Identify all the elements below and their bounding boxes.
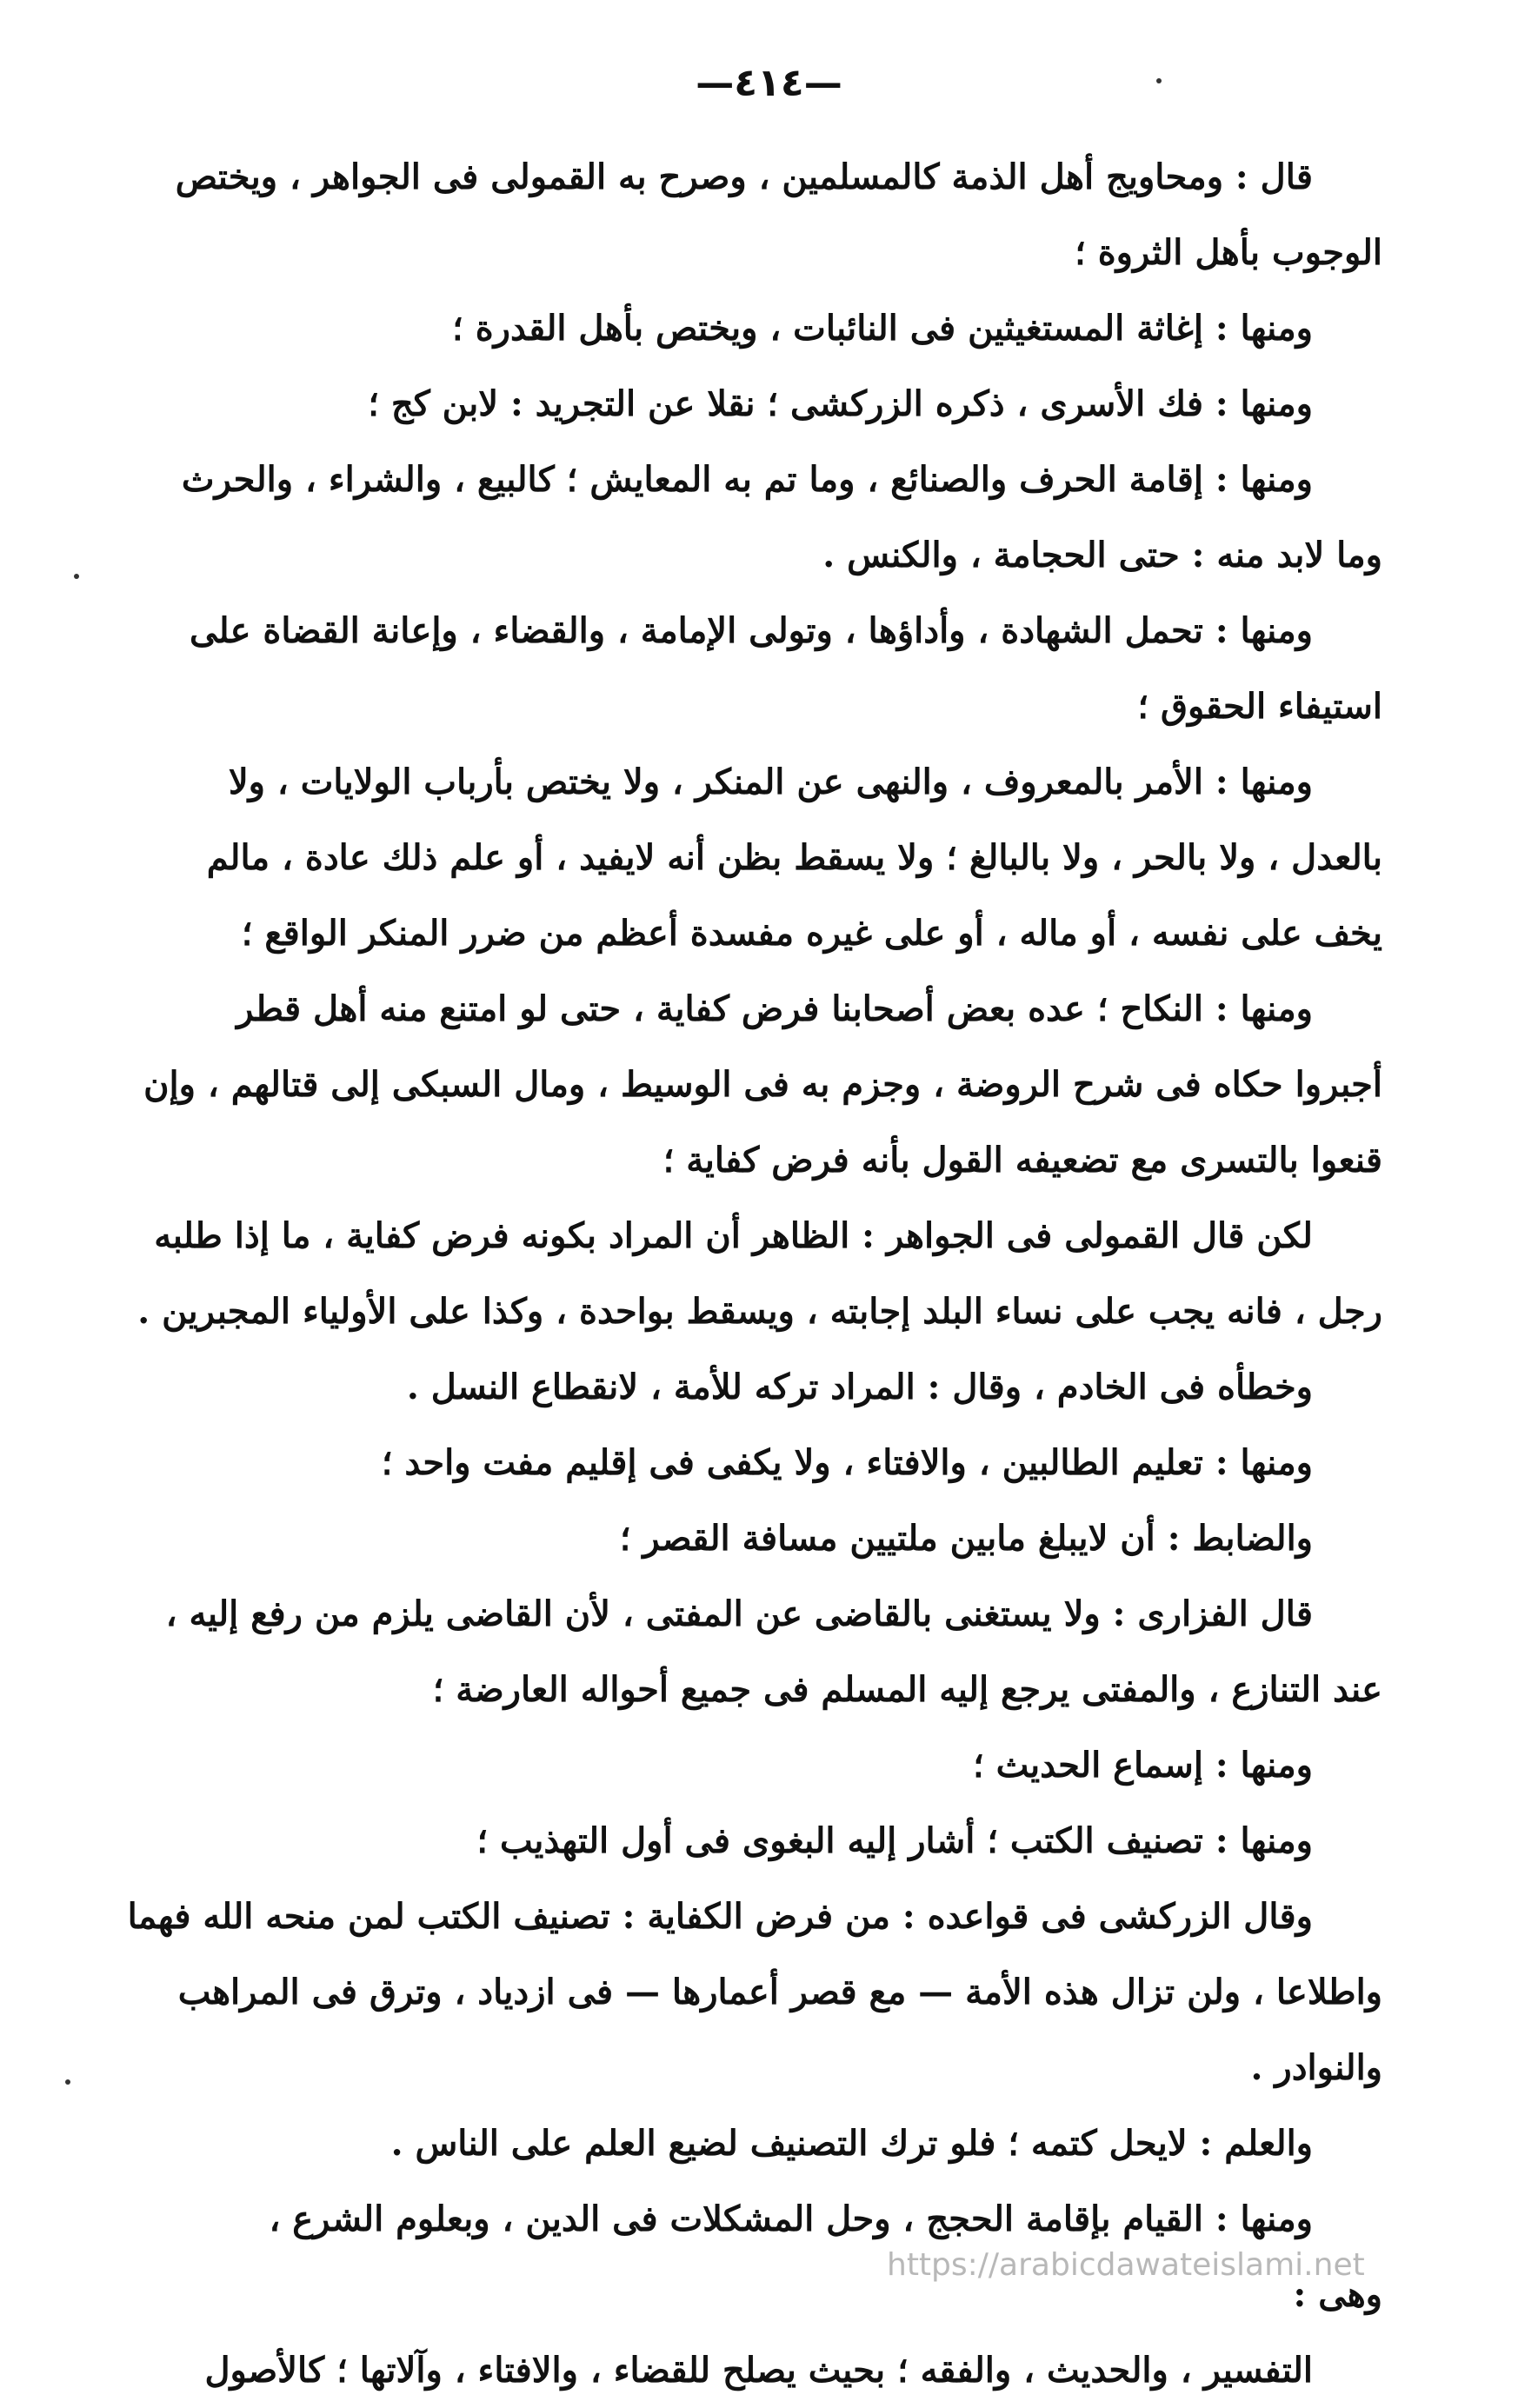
text-line: واطلاعا ، ولن تزال هذه الأمة — مع قصر أعمارها — فى ازدياد ، وترق فى المراهب xyxy=(177,1972,1382,2012)
text-line: ومنها : إغاثة المستغيثين فى النائبات ، ويختص بأهل القدرة ؛ xyxy=(452,308,1313,349)
text-line: بالعدل ، ولا بالحر ، ولا بالبالغ ؛ ولا يسقط بظن أنه لايفيد ، أو علم ذلك عادة ، مالم xyxy=(206,837,1382,878)
text-line: رجل ، فانه يجب على نساء البلد إجابته ، ويسقط بواحدة ، وكذا على الأولياء المجبرين . xyxy=(137,1291,1382,1332)
text-line: أجبروا حكاه فى شرح الروضة ، وجزم به فى الوسيط ، ومال السبكى إلى قتالهم ، وإن xyxy=(143,1064,1382,1105)
text-line: والنوادر . xyxy=(1250,2047,1382,2088)
text-line: ومنها : فك الأسرى ، ذكره الزركشى ؛ نقلا عن التجريد : لابن كج ؛ xyxy=(368,383,1313,424)
text-line: والعلم : لايحل كتمه ؛ فلو ترك التصنيف لضيع العلم على الناس . xyxy=(390,2123,1313,2164)
margin-speck xyxy=(74,574,79,579)
text-line: ومنها : تحمل الشهادة ، وأداؤها ، وتولى الإمامة ، والقضاء ، وإعانة القضاة على xyxy=(190,610,1313,651)
text-line: التفسير ، والحديث ، والفقه ؛ بحيث يصلح للقضاء ، والافتاء ، وآلاتها ؛ كالأصول xyxy=(204,2350,1313,2391)
text-line: وقال الزركشى فى قواعده : من فرض الكفاية : تصنيف الكتب لمن منحه الله فهما xyxy=(127,1896,1313,1937)
page-number: —٤١٤— xyxy=(696,61,842,105)
text-line: لكن قال القمولى فى الجواهر : الظاهر أن المراد بكونه فرض كفاية ، ما إذا طلبه xyxy=(154,1215,1313,1256)
text-line: استيفاء الحقوق ؛ xyxy=(1137,686,1382,727)
text-line: ومنها : الأمر بالمعروف ، والنهى عن المنكر ، ولا يختص بأرباب الولايات ، ولا xyxy=(228,762,1313,802)
text-line: يخف على نفسه ، أو ماله ، أو على غيره مفسدة أعظم من ضرر المنكر الواقع ؛ xyxy=(241,913,1382,954)
text-line: ومنها : النكاح ؛ عده بعض أصحابنا فرض كفاية ، حتى لو امتنع منه أهل قطر xyxy=(236,988,1313,1029)
text-line: ومنها : إقامة الحرف والصنائع ، وما تم به المعايش ؛ كالبيع ، والشراء ، والحرث xyxy=(181,459,1313,500)
text-line: الوجوب بأهل الثروة ؛ xyxy=(1075,232,1382,273)
margin-speck xyxy=(65,2079,70,2085)
margin-speck xyxy=(1156,78,1162,83)
text-line: ومنها : القيام بإقامة الحجج ، وحل المشكلات فى الدين ، وبعلوم الشرع ، xyxy=(269,2198,1313,2239)
text-body xyxy=(96,139,1382,2408)
text-line: قال الفزارى : ولا يستغنى بالقاضى عن المفتى ، لأن القاضى يلزم من رفع إليه ، xyxy=(165,1593,1313,1634)
text-line: ومنها : إسماع الحديث ؛ xyxy=(973,1745,1313,1786)
watermark-url: https://arabicdawateislami.net xyxy=(887,2247,1365,2283)
text-line: وخطأه فى الخادم ، وقال : المراد تركه للأمة ، لانقطاع النسل . xyxy=(406,1367,1313,1407)
text-line: عند التنازع ، والمفتى يرجع إليه المسلم فى جميع أحواله العارضة ؛ xyxy=(432,1669,1382,1710)
text-line: قنعوا بالتسرى مع تضعيفه القول بأنه فرض كفاية ؛ xyxy=(662,1140,1382,1181)
text-line: وهى : xyxy=(1293,2274,1382,2315)
text-line: ومنها : تصنيف الكتب ؛ أشار إليه البغوى فى أول التهذيب ؛ xyxy=(476,1820,1313,1861)
text-line: قال : ومحاويج أهل الذمة كالمسلمين ، وصرح به القمولى فى الجواهر ، ويختص xyxy=(175,156,1313,197)
text-line: والضابط : أن لايبلغ مابين ملتيين مسافة القصر ؛ xyxy=(619,1518,1313,1559)
text-line: ومنها : تعليم الطالبين ، والافتاء ، ولا يكفى فى إقليم مفت واحد ؛ xyxy=(381,1442,1313,1483)
text-line: وما لابد منه : حتى الحجامة ، والكنس . xyxy=(822,535,1382,575)
